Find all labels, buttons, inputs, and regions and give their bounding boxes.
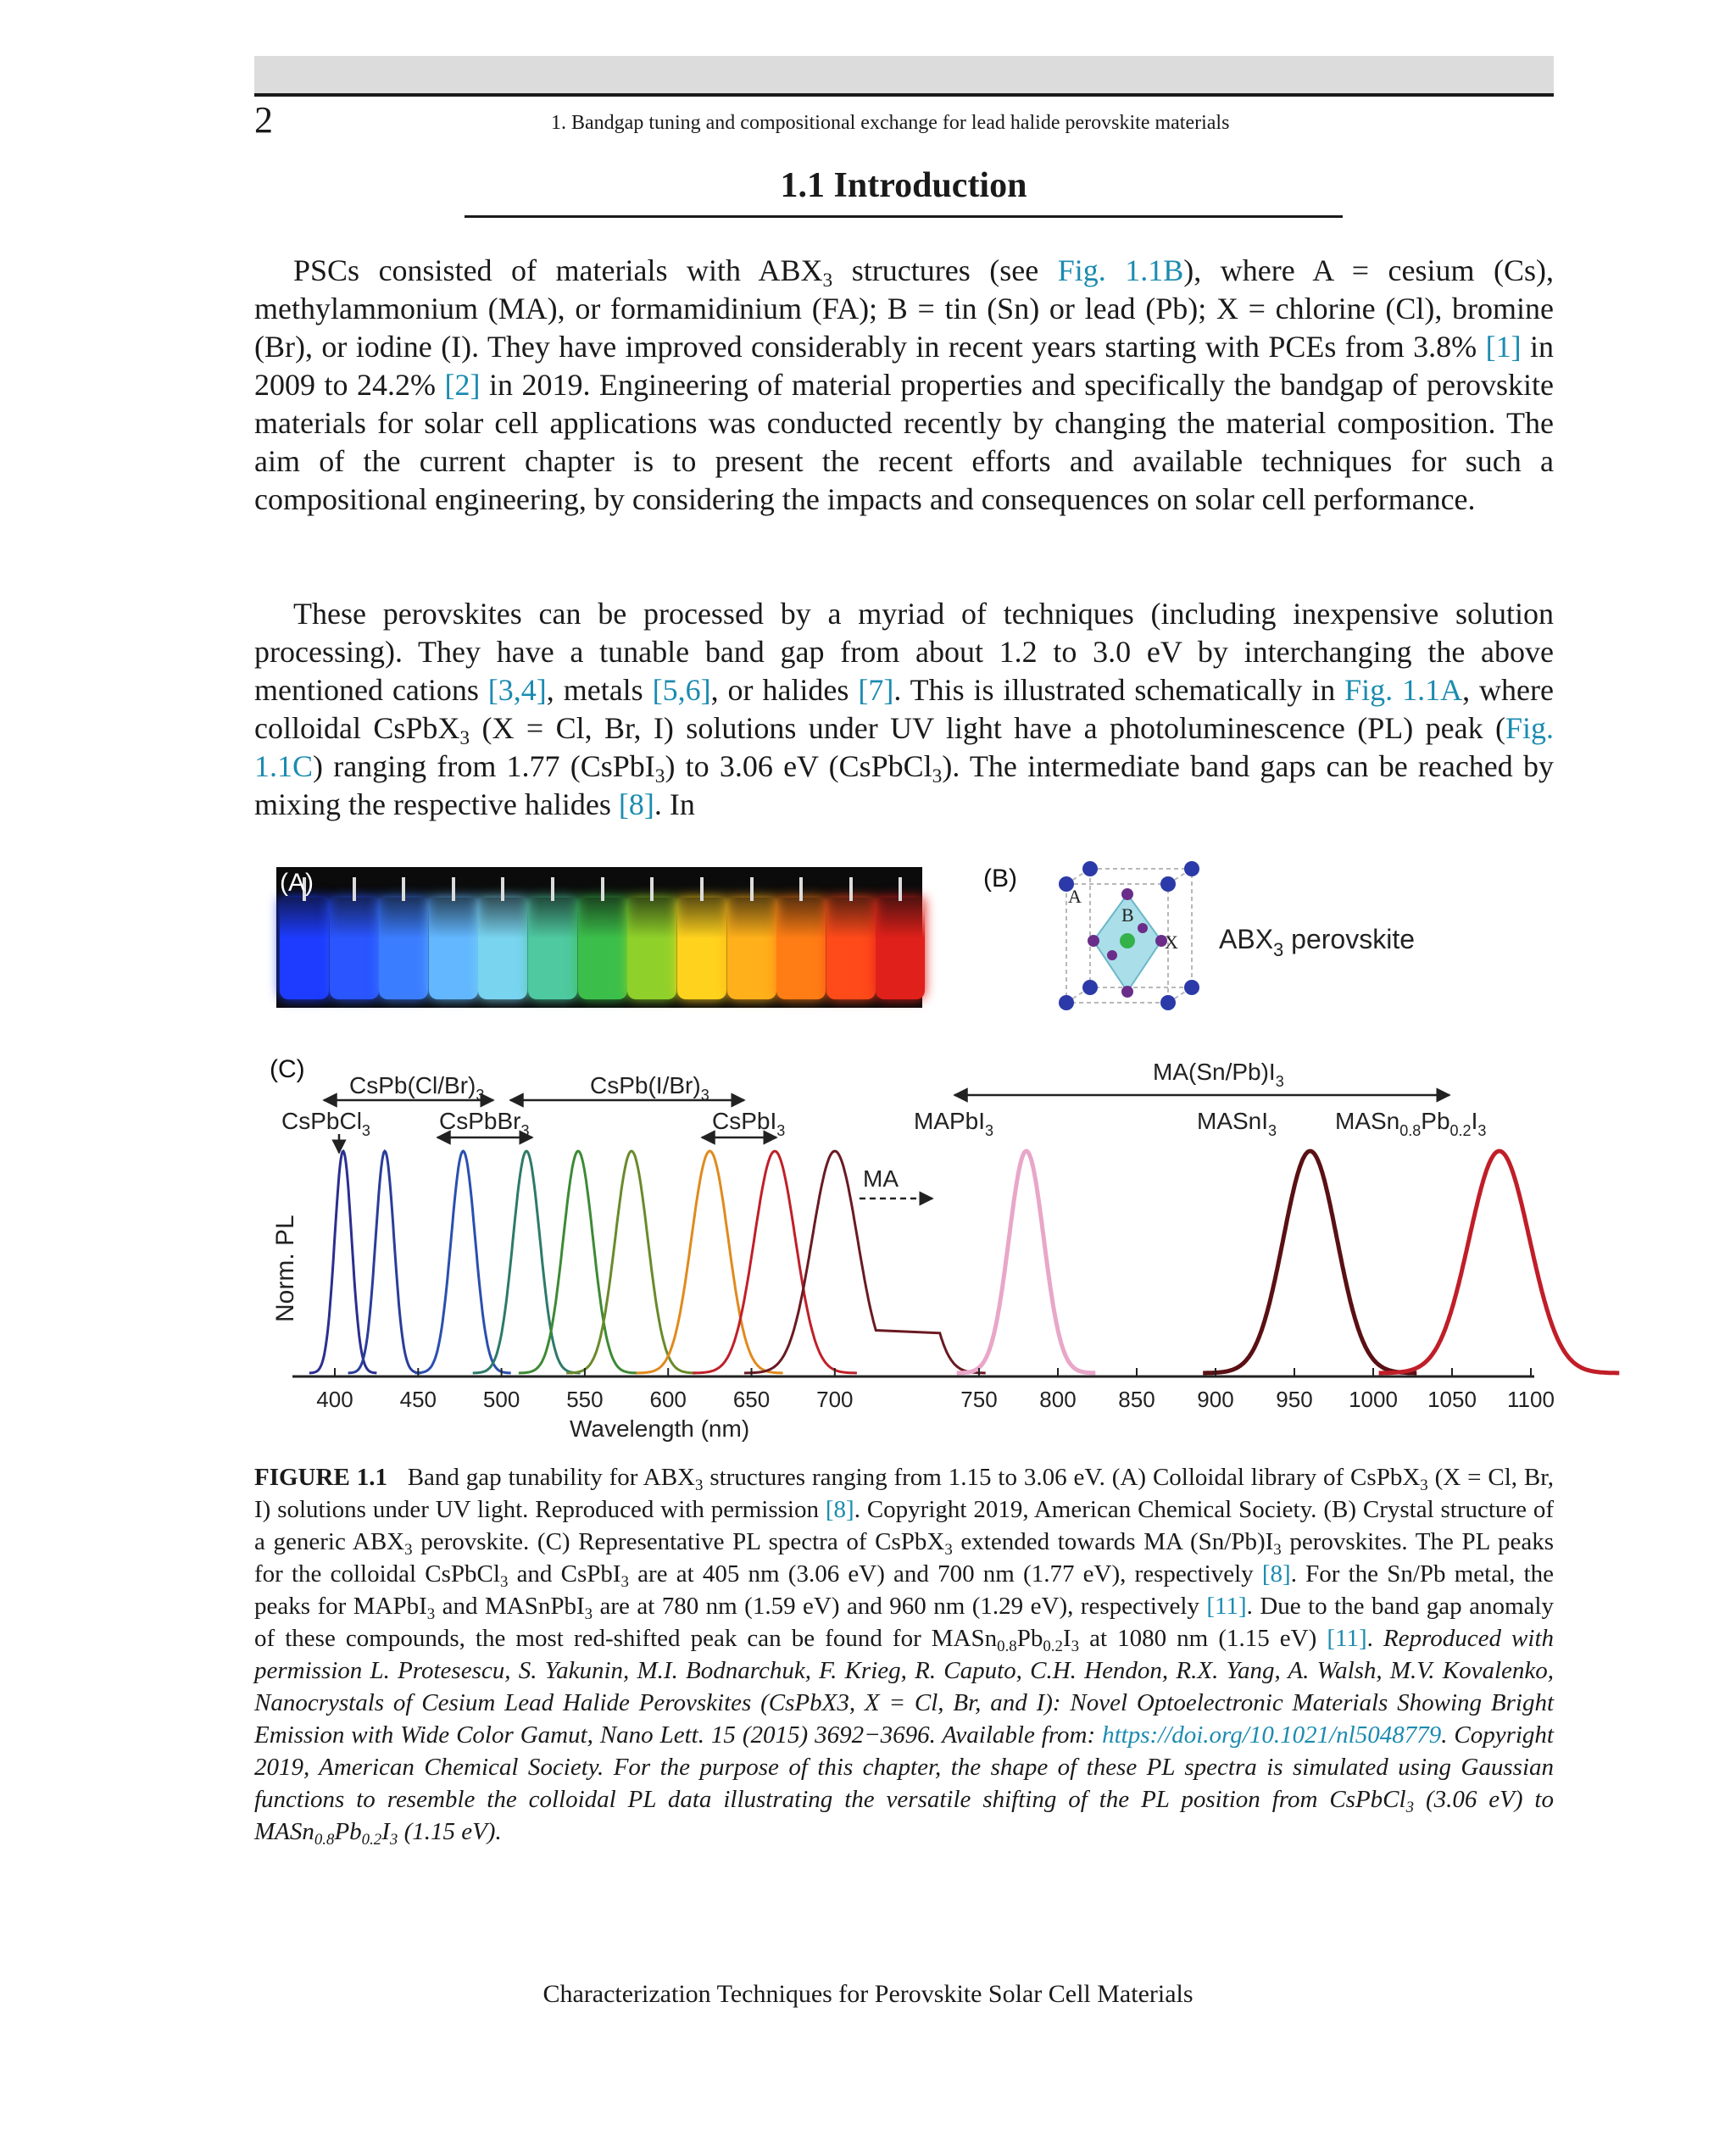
- vial: [876, 898, 925, 999]
- vial: [478, 898, 527, 999]
- vial: [826, 898, 876, 999]
- x-tick-label: 700: [816, 1387, 854, 1412]
- vial-cap: [501, 877, 504, 901]
- pl-spectrum-line: [473, 1151, 581, 1373]
- x-tick-label: 400: [316, 1387, 353, 1412]
- vial-cap: [849, 877, 853, 901]
- text: . This is illustrated schematically in: [893, 673, 1345, 707]
- citation-link-8[interactable]: [8]: [1261, 1560, 1291, 1588]
- x-tick-label: 800: [1039, 1387, 1077, 1412]
- citation-link-3-4[interactable]: [3,4]: [487, 673, 547, 707]
- doi-link[interactable]: https://doi.org/10.1021/nl5048779: [1102, 1721, 1442, 1749]
- vial: [677, 898, 726, 999]
- text: ), where A = cesium (Cs), methylammonium (MA), or formamidinium (FA); B = tin (Sn) or lead (Pb); X = chlorine (Cl), bromine (Br), or iodine (I). They have improved considerably in recent years starting with PCEs from 3.8%: [254, 253, 1554, 364]
- pl-spectrum-line: [519, 1151, 637, 1373]
- vial-cap: [750, 877, 754, 901]
- pl-spectrum-line: [1203, 1151, 1416, 1373]
- subscript: 3: [932, 765, 943, 788]
- header-rule: [254, 56, 1554, 97]
- citation-link-2[interactable]: [2]: [444, 368, 481, 402]
- x-tick-label: 950: [1276, 1387, 1313, 1412]
- caption-label: FIGURE 1.1: [254, 1464, 387, 1491]
- text: ) to 3.06 eV (CsPbCl: [665, 749, 932, 783]
- vial: [429, 898, 478, 999]
- crystal-label-a: A: [1068, 886, 1082, 907]
- x-tick-label: 750: [960, 1387, 998, 1412]
- vial-cap: [601, 877, 604, 901]
- annotation-cspb-i-br: $CsPb(I/Br)_3$: [590, 1072, 709, 1104]
- vial-photo: [276, 867, 922, 1008]
- citation-link-7[interactable]: [7]: [858, 673, 894, 707]
- vial: [330, 898, 379, 999]
- figure-link-1c[interactable]: Fig. 1.1C: [254, 711, 1554, 783]
- citation-link-11[interactable]: [11]: [1206, 1593, 1247, 1620]
- crystal-caption: $ABX_3$ perovskite: [1219, 924, 1416, 960]
- y-axis-label: Norm. PL: [271, 1215, 299, 1322]
- text: . In: [654, 787, 695, 821]
- citation-link-5-6[interactable]: [5,6]: [652, 673, 711, 707]
- vial-cap: [799, 877, 803, 901]
- figure-link-1a[interactable]: Fig. 1.1A: [1344, 673, 1463, 707]
- vial: [727, 898, 776, 999]
- subscript: 3: [459, 727, 470, 750]
- section-title-rule: [465, 215, 1343, 218]
- x-tick-label: 1000: [1349, 1387, 1398, 1412]
- text: in 2019. Engineering of material properties and specifically the bandgap of perovskite materials for solar cell applications was conducted recently by changing the material composition. The aim of the current chapter is to present the recent efforts and available techniques for such a compositional engineering, by considering the impacts and consequences on solar cell performance.: [254, 368, 1554, 516]
- pl-spectrum-line: [1379, 1151, 1620, 1373]
- text: in 2009 to 24.2%: [254, 330, 1554, 402]
- citation-link-8[interactable]: [8]: [825, 1496, 854, 1523]
- crystal-label-x: X: [1165, 931, 1178, 953]
- text: , or halides: [710, 673, 859, 707]
- citation-link-1[interactable]: [1]: [1485, 330, 1522, 364]
- vial-cap: [452, 877, 455, 901]
- section-title: 1.1 Introduction: [780, 166, 1027, 205]
- text: structures (see: [832, 253, 1058, 287]
- x-tick-label: 550: [566, 1387, 604, 1412]
- panel-c-label: (C): [270, 1055, 305, 1083]
- vial: [379, 898, 428, 999]
- text: (X = Cl, Br, I) solutions under UV light have a photoluminescence (PL) peak (: [470, 711, 1505, 745]
- x-tick-label: 500: [482, 1387, 520, 1412]
- annotation-cspbcl3: CsPbCl$_3$: [281, 1108, 370, 1139]
- x-ticks: [316, 1368, 1555, 1412]
- pl-spectrum-line: [693, 1151, 857, 1373]
- annotation-masn08pb02i3: $MASn_{0.8}Pb_{0.2}I_3$: [1335, 1108, 1487, 1139]
- vial: [280, 898, 329, 999]
- vial: [578, 898, 627, 999]
- x-axis-label: Wavelength (nm): [570, 1415, 750, 1442]
- pl-spectrum-line: [415, 1151, 511, 1373]
- vial: [627, 898, 676, 999]
- annotation-cspb-cl-br: $CsPb(Cl/Br)_3$: [349, 1072, 485, 1104]
- annotation-cspbi3: CsPbI$_3$: [712, 1108, 786, 1139]
- subscript: 3: [822, 270, 833, 292]
- book-title-footer: Characterization Techniques for Perovskite Solar Cell Materials: [542, 1980, 1194, 2008]
- annotation-masni3: MASnI$_3$: [1197, 1108, 1277, 1139]
- pl-spectrum-line: [637, 1151, 783, 1373]
- paragraph-1: [254, 252, 1554, 519]
- vial-cap: [402, 877, 405, 901]
- vial-cap: [353, 877, 356, 901]
- panel-a-label: (A): [280, 869, 314, 897]
- panel-b-label: (B): [983, 865, 1017, 893]
- vial: [528, 898, 577, 999]
- citation-link-11[interactable]: [11]: [1327, 1625, 1367, 1652]
- vial-cap: [650, 877, 654, 901]
- x-tick-label: 600: [649, 1387, 687, 1412]
- text: These perovskites can be processed by a myriad of techniques (including inexpensive solution processing). They have a tunable band gap from about 1.2 to 3.0 eV by interchanging the above mentioned cations: [254, 597, 1554, 707]
- annotation-cspbbr3: CsPbBr$_3$: [439, 1108, 530, 1139]
- text: ) ranging from 1.77 (CsPbI: [313, 749, 655, 783]
- vial-cap: [899, 877, 902, 901]
- subscript: 3: [654, 765, 665, 788]
- spectra-curves: [309, 1151, 1620, 1373]
- crystal-label-b: B: [1121, 904, 1134, 926]
- text: ). The intermediate band gaps can be reached by mixing the respective halides: [254, 749, 1554, 821]
- text: , metals: [546, 673, 653, 707]
- vial-cap: [551, 877, 554, 901]
- annotation-ma: MA: [863, 1165, 899, 1192]
- x-tick-label: 450: [399, 1387, 437, 1412]
- text: , where colloidal CsPbX: [254, 673, 1554, 745]
- annotation-mapbi3: MAPbI$_3$: [914, 1108, 994, 1139]
- page-number: 2: [254, 99, 273, 141]
- x-tick-label: 1100: [1507, 1387, 1555, 1412]
- pl-spectrum-line: [957, 1151, 1096, 1373]
- annotation-ma-sn-pb: $MA(Sn/Pb)I_3$: [1153, 1059, 1284, 1090]
- figure-link-1b[interactable]: Fig. 1.1B: [1057, 253, 1184, 287]
- pl-spectra-chart: [254, 1051, 1560, 1442]
- vial: [776, 898, 826, 999]
- crystal-structure: [1043, 860, 1551, 1021]
- vial-cap: [700, 877, 704, 901]
- running-head: 1. Bandgap tuning and compositional exchange for lead halide perovskite materials: [551, 112, 1230, 134]
- text: PSCs consisted of materials with ABX: [293, 253, 823, 287]
- paragraph-2: [254, 595, 1554, 824]
- x-tick-label: 850: [1118, 1387, 1155, 1412]
- x-tick-label: 650: [732, 1387, 771, 1412]
- x-tick-label: 900: [1197, 1387, 1234, 1412]
- citation-link-8[interactable]: [8]: [618, 787, 654, 821]
- figure-caption: FIGURE 1.1 Band gap tunability for $ABX_3$ structures ranging from 1.15 to 3.06 eV. (A) Colloidal library of CsPbX$_3$ (X = Cl, Br, I) solutions under UV light. Reproduced with permission [8]. Copyright 2019, American Chemical Society. (B) Crystal structure of a generic $ABX_3$ perovskite. (C) Representative PL spectra of CsPbX$_3$ extended towards MA $(Sn/Pb)I_3$ perovskites. The PL peaks for the colloidal CsPbCl$_3$ and CsPbI$_3$ are at 405 nm (3.06 eV) and 700 nm (1.77 eV), respectively [8]. For the Sn/Pb metal, the peaks for MAPbI$_3$ and MASnPbI$_3$ are at 780 nm (1.59 eV) and 960 nm (1.29 eV), respectively [11]. Due to the band gap anomaly of these compounds, the most red-shifted peak can be found for $MASn_{0.8}Pb_{0.2}I_3$ at 1080 nm (1.15 eV) [11]. Reproduced with permission L. Protesescu, S. Yakunin, M.I. Bodnarchuk, F. Krieg, R. Caputo, C.H. Hendon, R.X. Yang, A. Walsh, M.V. Kovalenko, Nanocrystals of Cesium Lead Halide Perovskites (CsPbX3, X = Cl, Br, and I): Novel Optoelectronic Materials Showing Bright Emission with Wide Color Gamut, Nano Lett. 15 (2015) 3692−3696. Available from: https://doi.org/10.1021/nl5048779. Copyright 2019, American Chemical Society. For the purpose of this chapter, the shape of these PL spectra is simulated using Gaussian functions to resemble the colloidal PL data illustrating the versatile shifting of the PL position from CsPbCl$_3$ (3.06 eV) to $MASn_{0.8}Pb_{0.2}I_3$ (1.15 eV).: [254, 1464, 1555, 1849]
- x-tick-label: 1050: [1427, 1387, 1477, 1412]
